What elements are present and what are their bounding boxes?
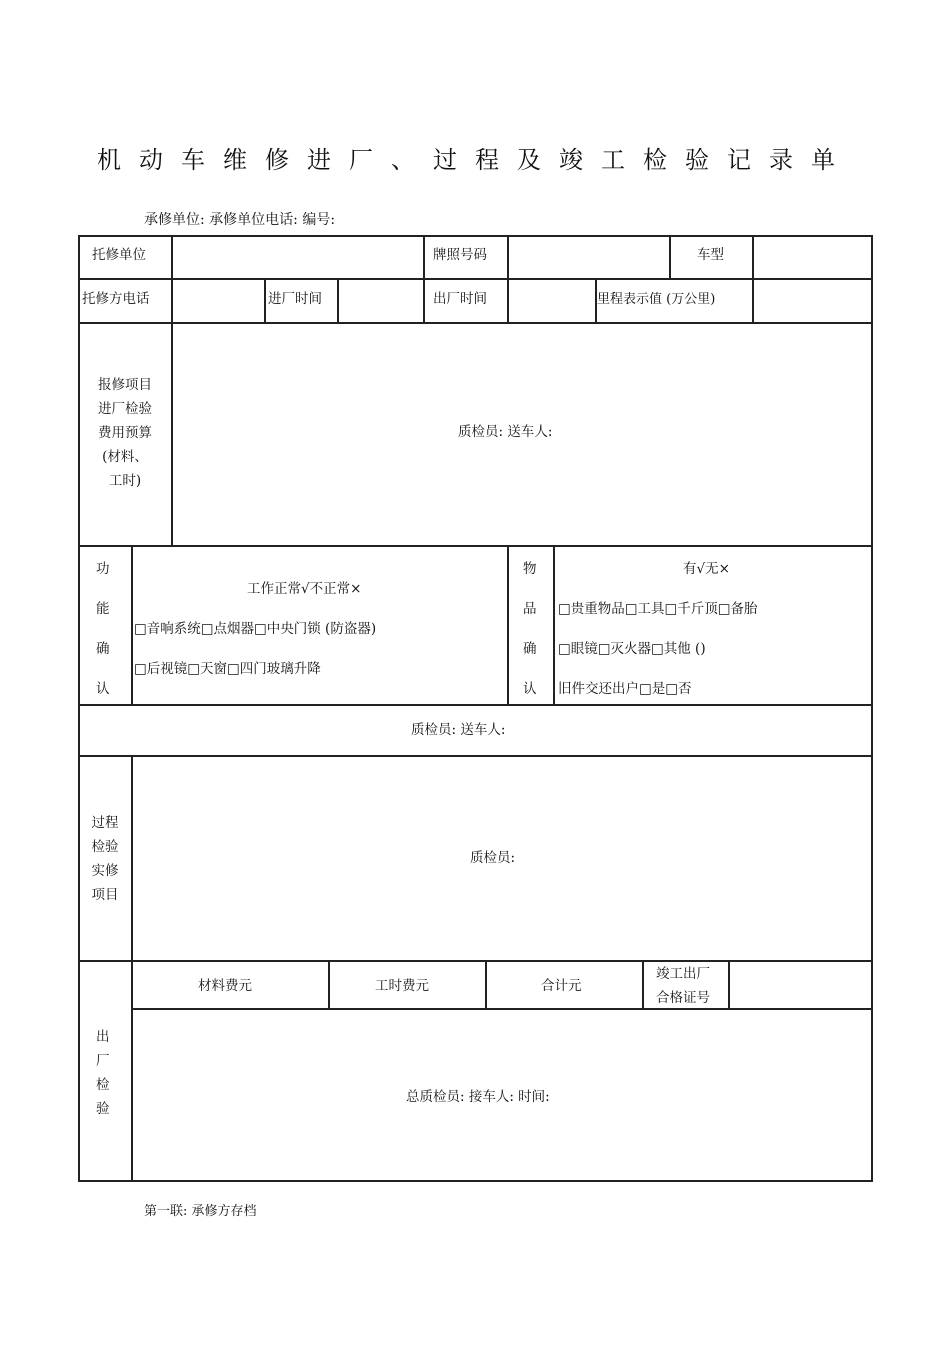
function-checklist-line[interactable]: □后视镜□天窗□四门玻璃升降 — [134, 661, 321, 677]
plate-number-field[interactable] — [509, 237, 668, 277]
exit-signature: 总质检员: 接车人: 时间: — [406, 1089, 550, 1105]
items-checklist-line[interactable]: □贵重物品□工具□千斤顶□备胎 — [558, 601, 758, 617]
process-label-line: 检验 — [91, 839, 119, 855]
exit-label-char: 验 — [96, 1101, 110, 1117]
exit-label-char: 出 — [96, 1029, 110, 1045]
plate-number-label: 牌照号码 — [433, 247, 487, 263]
process-label-line: 实修 — [91, 863, 119, 879]
function-label-char: 确 — [96, 641, 110, 657]
client-phone-field[interactable] — [173, 280, 263, 321]
items-checklist-line[interactable]: 旧件交还出户□是□否 — [558, 681, 692, 697]
completion-cert-field[interactable] — [730, 962, 870, 1007]
client-unit-field[interactable] — [173, 237, 422, 277]
col-divider — [328, 960, 330, 1008]
material-fee-label: 材料费元 — [198, 978, 252, 994]
completion-cert-label: 竣工出厂 — [656, 966, 710, 982]
repair-label-line: 工时) — [108, 473, 142, 489]
process-section-label — [79, 811, 131, 907]
mileage-field[interactable] — [754, 280, 870, 321]
table-border-bottom — [78, 1180, 873, 1182]
vehicle-model-label: 车型 — [697, 247, 724, 263]
process-signature: 质检员: — [470, 850, 516, 866]
col-divider — [423, 235, 425, 278]
exit-label-char: 厂 — [96, 1053, 110, 1069]
repair-label-line: 进厂检验 — [98, 401, 152, 417]
items-label-char: 物 — [523, 561, 537, 577]
client-unit-label: 托修单位 — [92, 247, 146, 263]
mileage-label: 里程表示值 (万公里) — [597, 292, 716, 307]
repair-signature: 质检员: 送车人: — [458, 424, 553, 440]
items-label-char: 认 — [523, 681, 537, 697]
function-label-char: 能 — [96, 601, 110, 617]
process-label-line: 项目 — [91, 887, 119, 903]
col-divider — [507, 545, 509, 704]
exit-time-field[interactable] — [509, 280, 594, 321]
completion-cert-label: 合格证号 — [656, 990, 710, 1006]
total-label: 合计元 — [541, 978, 582, 994]
items-legend: 有√无× — [683, 561, 730, 577]
col-divider — [642, 960, 644, 1008]
col-divider — [553, 545, 555, 704]
copy-note: 第一联: 承修方存档 — [144, 1204, 257, 1219]
table-border-right — [871, 235, 873, 1181]
function-checklist-line[interactable]: □音响系统□点烟器□中央门锁 (防盗器) — [134, 621, 377, 637]
vehicle-model-field[interactable] — [754, 237, 870, 277]
client-phone-label: 托修方电话 — [82, 291, 150, 307]
col-divider — [669, 235, 671, 278]
col-divider — [264, 278, 266, 322]
entry-signature: 质检员: 送车人: — [411, 722, 506, 738]
function-label-char: 功 — [96, 561, 110, 577]
process-label-line: 过程 — [91, 815, 119, 831]
page-title: 机动车维修进厂、过程及竣工检验记录单 — [97, 146, 853, 174]
labor-fee-label: 工时费元 — [375, 978, 429, 994]
col-divider — [131, 545, 133, 704]
repair-section-label — [79, 373, 171, 493]
items-label-char: 品 — [523, 601, 537, 617]
col-divider — [423, 278, 425, 322]
items-label-char: 确 — [523, 641, 537, 657]
form-subheader: 承修单位: 承修单位电话: 编号: — [144, 212, 336, 228]
exit-label-char: 检 — [96, 1077, 110, 1093]
function-label-char: 认 — [96, 681, 110, 697]
row-divider — [78, 704, 873, 706]
function-legend: 工作正常√不正常× — [247, 581, 362, 597]
repair-label-line: 报修项目 — [98, 377, 152, 393]
repair-label-line: (材料、 — [102, 449, 148, 465]
entry-time-field[interactable] — [339, 280, 422, 321]
items-checklist-line[interactable]: □眼镜□灭火器□其他 () — [558, 641, 706, 657]
repair-label-line: 费用预算 — [98, 425, 152, 441]
entry-time-label: 进厂时间 — [268, 291, 322, 307]
col-divider — [485, 960, 487, 1008]
exit-time-label: 出厂时间 — [433, 291, 487, 307]
row-divider — [78, 545, 873, 547]
